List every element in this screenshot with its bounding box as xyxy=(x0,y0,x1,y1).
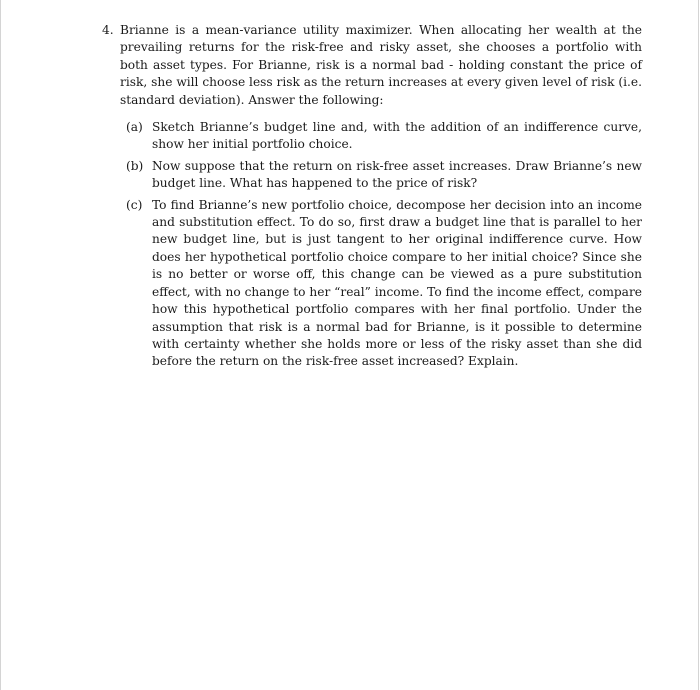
part-b-label: (b) xyxy=(126,158,144,173)
question-4 xyxy=(102,22,642,375)
part-b-text: Now suppose that the return on risk-free asset increases. Draw Brianne’s new budget line. What has happened to the price of risk? xyxy=(152,158,642,191)
question-text: Brianne is a mean-variance utility maximizer. When allocating her wealth at the prevailing returns for the risk-free and risky asset, she chooses a portfolio with both asset types. For Brianne, risk is a normal bad - holding constant the price of risk, she will choose less risk as the return increases at every given level of risk (i.e. standard deviation). Answer the following: xyxy=(120,23,642,107)
part-c-text: To find Brianne’s new portfolio choice, decompose her decision into an income and substitution effect. To do so, first draw a budget line that is parallel to her new budget line, but is just tangent to her original indifference curve. How does her hypothetical portfolio choice compare to her initial choice? Since she is no better or worse off, this change can be viewed as a pure substitution effect, with no change to her “real” income. To find the income effect, compare how this hypothetical portfolio compares with her final portfolio. Under the assumption that risk is a normal bad for Brianne, is it possible to determine with certainty whether she holds more or less of the risky asset than she did before the return on the risk-free asset increased? Explain. xyxy=(152,197,642,369)
part-a-text: Sketch Brianne’s budget line and, with the addition of an indifference curve, show her initial portfolio choice. xyxy=(152,120,642,152)
part-a-label: (a) xyxy=(126,120,143,135)
part-c-label: (c) xyxy=(126,197,143,212)
question-number: 4. xyxy=(102,23,114,37)
part-a xyxy=(126,119,642,154)
part-b xyxy=(126,158,642,193)
question-parts xyxy=(102,119,642,371)
part-c xyxy=(126,197,642,371)
question-body xyxy=(102,22,642,109)
